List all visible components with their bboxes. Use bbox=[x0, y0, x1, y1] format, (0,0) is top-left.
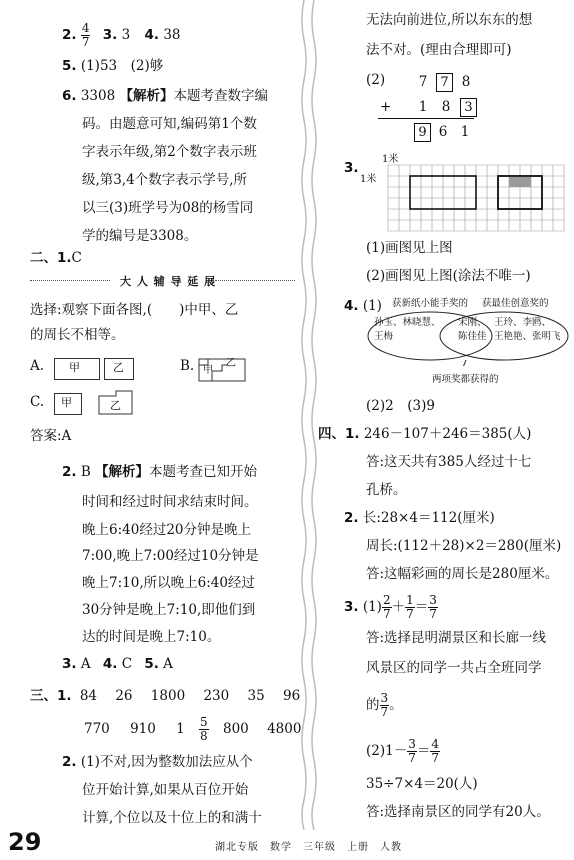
answer-value: 3 bbox=[121, 27, 131, 43]
answer-value: 84 bbox=[79, 688, 98, 704]
answer-text: 的 bbox=[366, 697, 380, 713]
venn-caption: 两项奖都获得的 bbox=[432, 374, 499, 385]
frac-den: 7 bbox=[380, 705, 389, 719]
sum-rule bbox=[378, 118, 474, 119]
name-text: 王艳艳、张明飞 bbox=[494, 331, 561, 342]
q-num: 3. bbox=[62, 656, 77, 672]
analysis-text: (1)不对,因为整数加法应从个 bbox=[80, 754, 253, 770]
grid-drawing bbox=[380, 164, 566, 232]
figure-label: 乙 bbox=[113, 361, 124, 374]
answer-value: 38 bbox=[163, 27, 181, 43]
q-num: 5. bbox=[144, 656, 159, 672]
q-num: 1. bbox=[57, 688, 72, 704]
q-num: 3. bbox=[102, 27, 118, 43]
answer-text: 答:这天共有385人经过十七 bbox=[366, 454, 532, 470]
analysis-text: 本题考查数字编 bbox=[173, 88, 268, 104]
option-b-label: B. bbox=[180, 358, 195, 374]
venn-mid-names bbox=[458, 316, 487, 344]
q2-line1 bbox=[344, 508, 495, 528]
digit-box: 3 bbox=[460, 98, 477, 117]
sub-label: (2) bbox=[366, 72, 386, 88]
analysis-text: 位开始计算,如果从百位开始 bbox=[82, 782, 249, 798]
answer-value: C bbox=[121, 656, 133, 672]
digit-box: 9 bbox=[414, 123, 431, 142]
answer-value: B bbox=[80, 464, 91, 480]
answers-2-3-4 bbox=[62, 22, 181, 49]
name-text: 王玲、李鸥、 bbox=[494, 317, 552, 328]
frac-den: 7 bbox=[431, 751, 439, 765]
frac-num: 4 bbox=[431, 737, 439, 751]
option-a-figure-jia bbox=[54, 358, 100, 380]
answer-value: 3308 bbox=[80, 88, 116, 104]
digit: 1 bbox=[460, 124, 470, 140]
extension-question: 选择:观察下面各图,( )中甲、乙 bbox=[30, 302, 239, 318]
dotted-rule bbox=[215, 280, 295, 281]
q-num: 3. bbox=[344, 160, 359, 176]
answer-text: (2)画图见上图(涂法不唯一) bbox=[366, 268, 531, 284]
q3b-line1: 3. (1) $\frac{2}{7}$ ＋ $\frac{1}{7}$ ＝ $\frac{3}{7}$ bbox=[344, 593, 437, 621]
expression: 周长:(112＋28)×2＝280(厘米) bbox=[366, 538, 562, 554]
extension-answer: 答案:A bbox=[30, 428, 72, 444]
frac-num: 3 bbox=[408, 737, 416, 751]
extension-question: 的周长不相等。 bbox=[30, 327, 125, 343]
frac-num: 5 bbox=[200, 715, 208, 729]
fraction bbox=[81, 22, 91, 49]
frac-num: 4 bbox=[81, 21, 90, 35]
venn-left-names bbox=[374, 316, 441, 344]
page-footer bbox=[0, 826, 574, 860]
answer-value: 96 bbox=[283, 688, 301, 704]
option-c-label: C. bbox=[30, 394, 45, 410]
fraction bbox=[407, 738, 417, 765]
book-meta: 湖北专版 数学 三年级 上册 人教 bbox=[215, 842, 402, 853]
fraction bbox=[380, 692, 390, 719]
figure-label: 乙 bbox=[226, 358, 236, 369]
plus-sign: + bbox=[380, 99, 392, 115]
frac-den: 7 bbox=[81, 35, 90, 49]
dotted-rule bbox=[30, 280, 110, 281]
analysis-text: 计算,个位以及十位上的和满十 bbox=[82, 810, 262, 826]
frac-den: 7 bbox=[406, 607, 414, 621]
answer-value: 35 bbox=[247, 688, 265, 704]
digit: 8 bbox=[441, 99, 451, 115]
analysis-text: 级,第3,4个数字表示学号,所 bbox=[82, 172, 248, 188]
answer-value: 26 bbox=[115, 688, 133, 704]
fraction bbox=[199, 716, 209, 743]
q-num: 1. bbox=[345, 426, 360, 442]
answer-text: 孔桥。 bbox=[366, 482, 407, 498]
sub-label: (1) bbox=[362, 599, 382, 615]
answer-text: (1)画图见上图 bbox=[366, 240, 453, 256]
answer-text: (2)2 (3)9 bbox=[366, 398, 435, 414]
frac-den: 7 bbox=[382, 607, 391, 621]
figure-label: 甲 bbox=[69, 361, 80, 374]
q-num: 2. bbox=[62, 464, 77, 480]
expression: 长:28×4＝112(厘米) bbox=[362, 510, 495, 526]
analysis-text: 30分钟是晚上7:10,即他们到 bbox=[82, 602, 256, 618]
analysis-text: 本题考查已知开始 bbox=[149, 464, 258, 480]
figure-label: 甲 bbox=[61, 396, 72, 409]
name-text: 孙玉、林晓慧、 bbox=[374, 317, 441, 328]
q-num: 5. bbox=[62, 58, 77, 74]
q-num: 4. bbox=[144, 27, 160, 43]
fraction bbox=[382, 594, 392, 621]
analysis-text: 晚上6:40经过20分钟是晚上 bbox=[82, 522, 251, 538]
figure-label: 乙 bbox=[110, 399, 121, 412]
q-num: 6. bbox=[62, 88, 77, 104]
page-number: 29 bbox=[8, 828, 42, 856]
digit: 7 bbox=[418, 74, 428, 90]
answer-text: 答:这幅彩画的周长是280厘米。 bbox=[366, 566, 559, 582]
option-a-figure-yi bbox=[104, 358, 134, 380]
answers-3-4-5 bbox=[62, 654, 173, 674]
venn-right-names bbox=[494, 316, 561, 344]
answer-5 bbox=[62, 56, 163, 76]
digit: 8 bbox=[461, 74, 471, 90]
q-num: 3. bbox=[344, 599, 359, 615]
answer-value: 4800 bbox=[267, 721, 302, 737]
analysis-text: 码。由题意可知,编码第1个数 bbox=[82, 116, 257, 132]
q3b-part2: (2)1－ $\frac{3}{7}$ ＝ $\frac{4}{7}$ bbox=[366, 737, 439, 765]
answer-value: 910 bbox=[130, 721, 156, 737]
answer-value: C bbox=[71, 250, 82, 266]
answer-value: A bbox=[80, 656, 91, 672]
figure-label: 甲 bbox=[203, 365, 213, 376]
expression: 35÷7×4＝20(人) bbox=[366, 776, 478, 792]
q-num: 4. bbox=[102, 656, 118, 672]
q-num: 2. bbox=[62, 754, 77, 770]
digit: 1 bbox=[418, 99, 428, 115]
analysis-text: 时间和经过时间求结束时间。 bbox=[82, 494, 258, 510]
expression: 246－107＋246＝385(人) bbox=[363, 426, 532, 442]
analysis-text: 法不对。(理由合理即可) bbox=[366, 42, 512, 58]
analysis-text: 无法向前进位,所以东东的想 bbox=[366, 12, 533, 28]
analysis-text: 学的编号是3308。 bbox=[82, 228, 198, 244]
name-text: 陈佳佳 bbox=[458, 331, 487, 342]
frac-den: 7 bbox=[429, 607, 437, 621]
section-3-row1 bbox=[30, 686, 300, 706]
unit-label: 1米 bbox=[360, 174, 377, 185]
option-a-label: A. bbox=[30, 358, 45, 374]
answer-text: 答:选择昆明湖景区和长廊一线 bbox=[366, 630, 547, 646]
answer-text: 风景区的同学一共占全班同学 bbox=[366, 660, 542, 676]
expression: (2)1－ bbox=[366, 743, 408, 759]
section-label: 二、 bbox=[30, 250, 57, 266]
answer-3-2-line1 bbox=[62, 752, 253, 772]
frac-den: 7 bbox=[408, 751, 416, 765]
analysis-tag: 【解析】 bbox=[119, 88, 174, 104]
section-2-answer bbox=[30, 248, 82, 268]
unit-label: 1米 bbox=[382, 154, 399, 165]
q3b-frac-answer: 的 $\frac{3}{7}$ 。 bbox=[366, 691, 403, 719]
digit: 6 bbox=[438, 124, 448, 140]
section-label: 三、 bbox=[30, 688, 57, 704]
q-num: 1. bbox=[57, 250, 72, 266]
analysis-text: 以三(3)班学号为08的杨雪同 bbox=[82, 200, 254, 216]
analysis-tag: 【解析】 bbox=[95, 464, 150, 480]
answer-value: A bbox=[163, 656, 173, 672]
answer-value: 230 bbox=[203, 688, 230, 704]
q-num: 4. bbox=[344, 298, 359, 314]
answer-text: 答:选择南景区的同学有20人。 bbox=[366, 804, 550, 820]
venn-heading: 获新纸小能手奖的 bbox=[392, 298, 469, 309]
column-divider-border bbox=[298, 0, 322, 830]
fraction bbox=[430, 738, 440, 765]
q-num: 2. bbox=[344, 510, 359, 526]
name-text: 宋刚、 bbox=[458, 317, 487, 328]
section-4-line1 bbox=[318, 424, 531, 444]
answer-text: (1)53 (2)够 bbox=[80, 58, 164, 74]
answer-2b-line1 bbox=[62, 462, 257, 482]
digit-box: 7 bbox=[436, 73, 453, 92]
option-c-figure-jia bbox=[54, 393, 82, 415]
analysis-text: 字表示年级,第2个数字表示班 bbox=[82, 144, 257, 160]
answer-value: 1800 bbox=[150, 688, 186, 704]
answer-6-line1 bbox=[62, 86, 268, 106]
answer-value: 770 bbox=[84, 721, 110, 737]
extension-title: 大 人 辅 导 延 展 bbox=[120, 275, 217, 288]
fraction bbox=[428, 594, 438, 621]
answer-value: 1 bbox=[176, 721, 185, 737]
fraction bbox=[405, 594, 415, 621]
q-num: 2. bbox=[62, 27, 77, 43]
analysis-text: 晚上7:10,所以晚上6:40经过 bbox=[82, 575, 255, 591]
venn-heading: 获最佳创意奖的 bbox=[482, 298, 549, 309]
analysis-text: 7:00,晚上7:00经过10分钟是 bbox=[82, 548, 259, 564]
frac-num: 2 bbox=[382, 593, 391, 607]
name-text: 王梅 bbox=[374, 331, 394, 342]
sub-label: (1) bbox=[362, 298, 382, 314]
answer-value: 800 bbox=[222, 721, 249, 737]
frac-num: 3 bbox=[429, 593, 437, 607]
frac-num: 1 bbox=[406, 593, 414, 607]
frac-den: 8 bbox=[200, 729, 208, 743]
frac-num: 3 bbox=[380, 691, 389, 705]
analysis-text: 达的时间是晚上7:10。 bbox=[82, 629, 221, 645]
section-label: 四、 bbox=[318, 426, 345, 442]
section-3-row2 bbox=[84, 716, 301, 743]
